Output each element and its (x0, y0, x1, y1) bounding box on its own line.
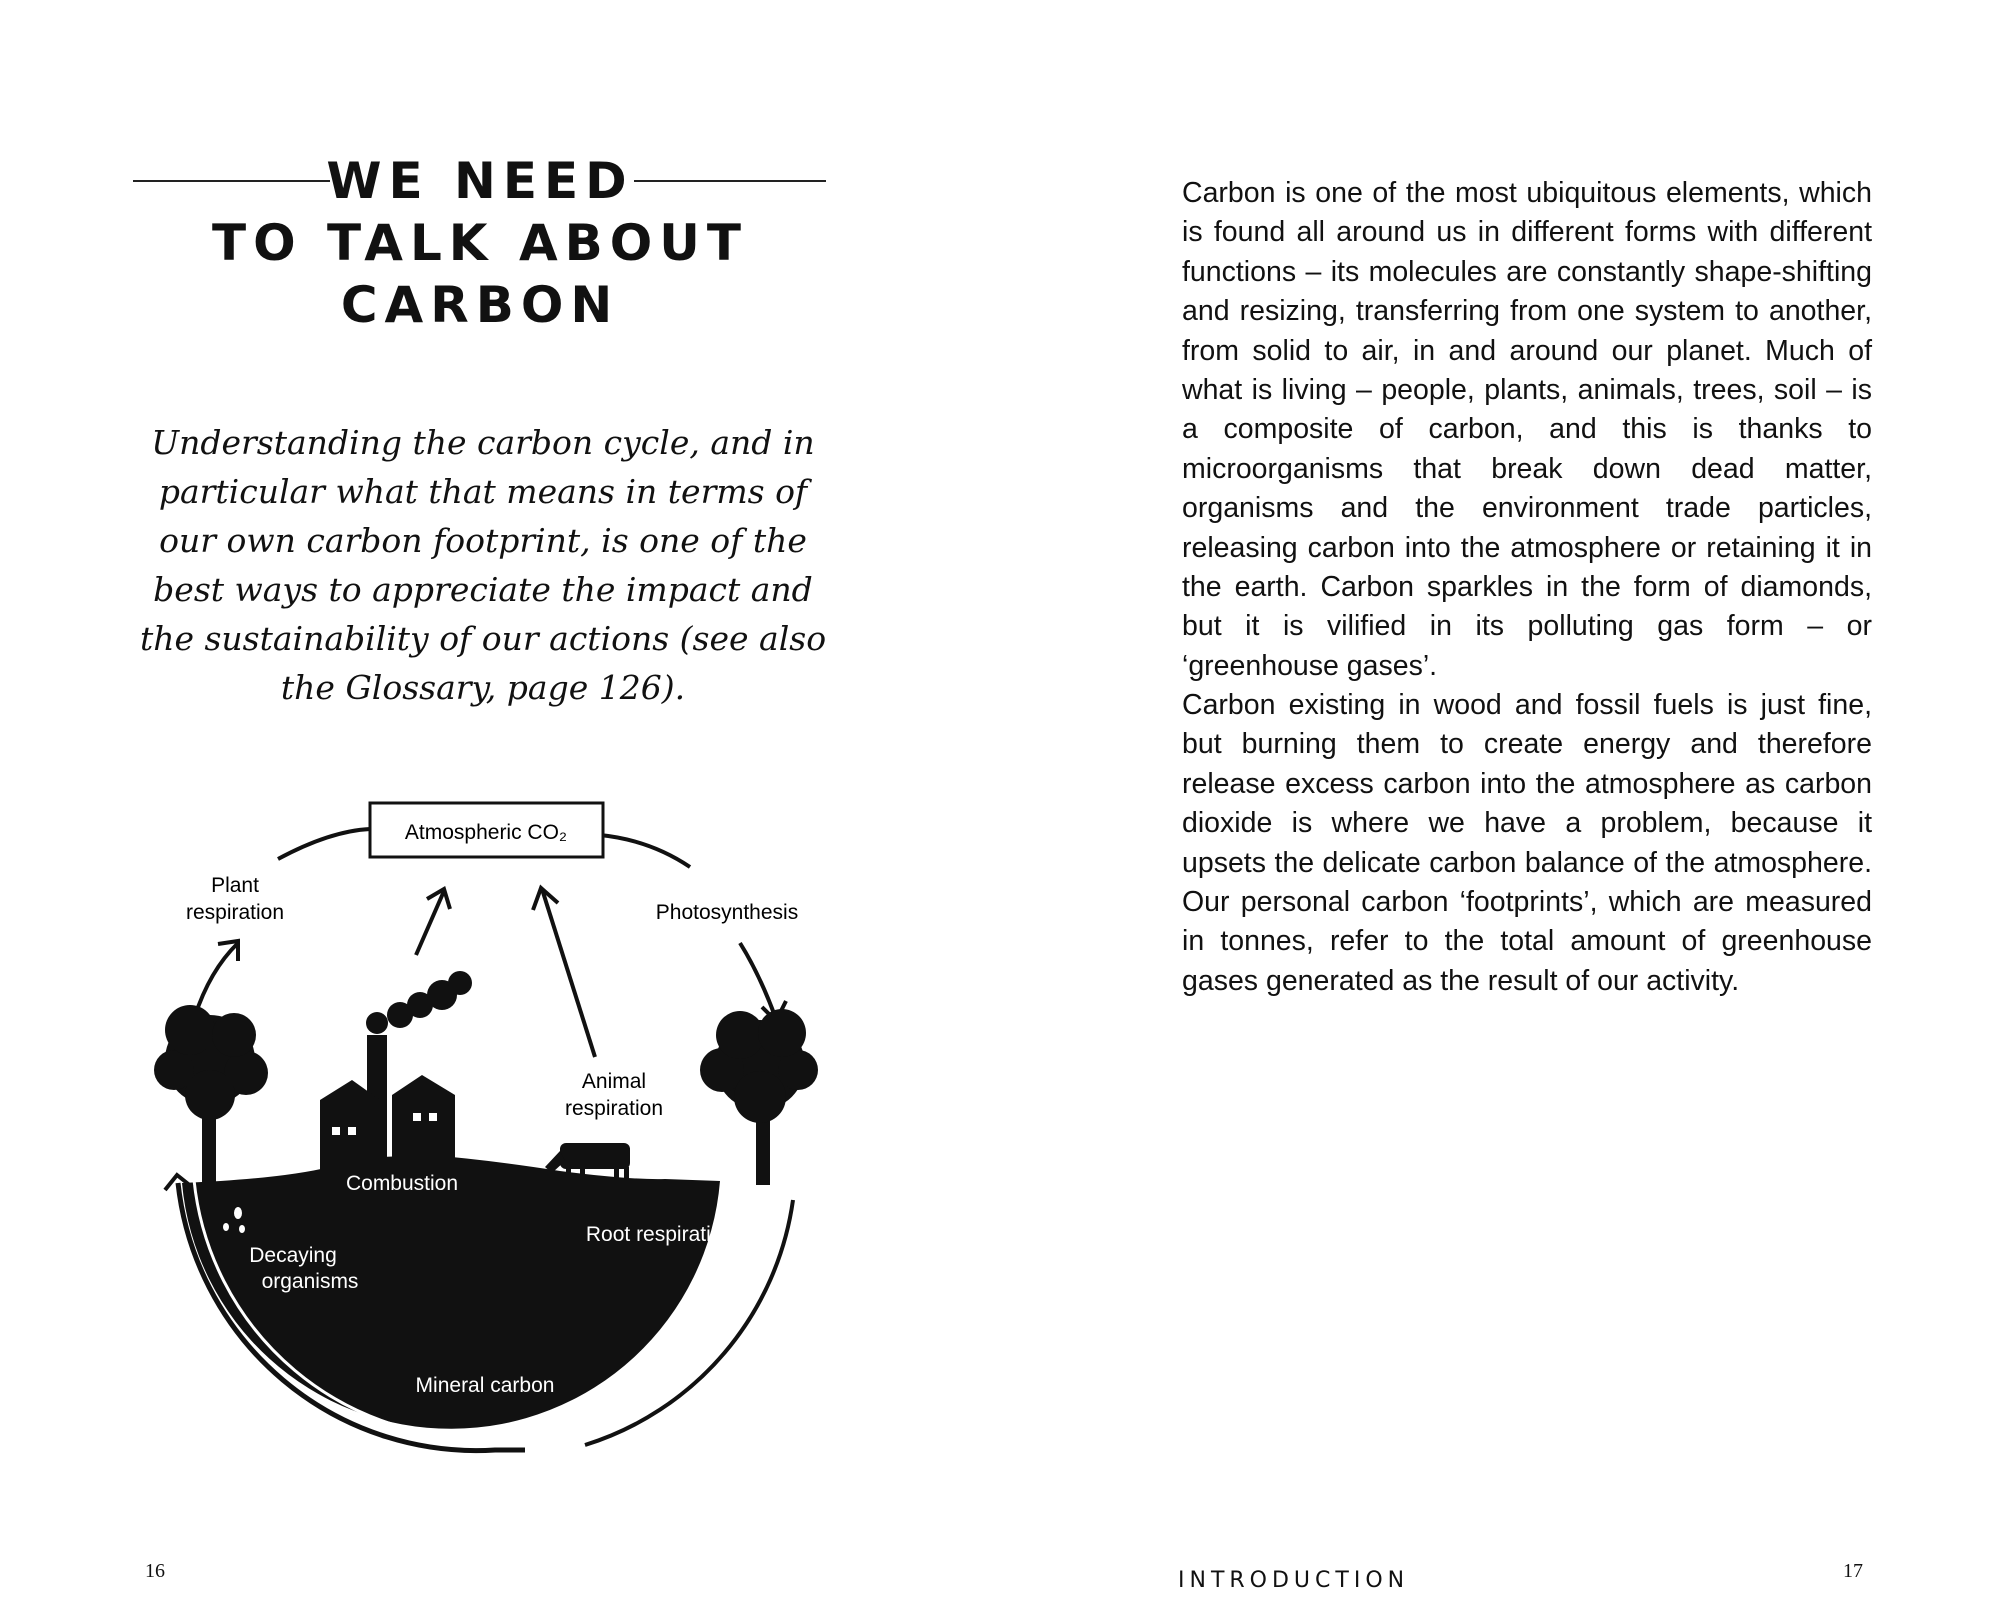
animal-respiration-label-1: Animal (581, 1070, 647, 1093)
body-paragraph: Carbon is one of the most ubiquitous elements, which is found all around us in different forms with different functions – its molecules are constantly shape-shifting and resizing, transferring from one system to another, from solid to air, in and around our planet. Much of what is living – people, plants, animals, trees, soil – is a composite of carbon, and this is thanks to microorganisms that break down dead matter, organisms and the environment trade particles, releasing carbon into the atmosphere or retaining it in the earth. Carbon sparkles in the form of diamonds, but it is vilified in its polluting gas form – or ‘greenhouse gases’. (1182, 177, 1872, 682)
arrow-combustion (416, 891, 444, 955)
factory-icon (320, 971, 472, 1175)
heading-line: TO TALK ABOUT (212, 214, 748, 272)
heading-line: CARBON (340, 276, 620, 334)
animal-respiration-label-2: respiration (564, 1097, 664, 1120)
page-number-left: 16 (145, 1560, 165, 1582)
decaying-organisms-label-1: Decaying (249, 1244, 337, 1267)
arc-top-left (278, 829, 370, 859)
intro-paragraph: Understanding the carbon cycle, and in particular what that means in terms of our own carbon footprint, is one of the best ways to appreciate the impact and the sustainability of our actions (see also the Glossary, page 126). (139, 423, 827, 707)
tree-right-icon (700, 1009, 818, 1185)
plant-respiration-label-1: Plant (211, 874, 259, 897)
arrow-photosynthesis (740, 943, 776, 1019)
page-number-right: 17 (1843, 1560, 1863, 1582)
body-paragraph: Carbon existing in wood and fossil fuels is just fine, but burning them to create energy and therefore release excess carbon into the atmosphere as carbon dioxide is where we have a problem, because it upsets the delicate carbon balance of the atmosphere. Our personal carbon ‘footprints’, which are measured in tonnes, refer to the total amount of greenhouse gases generated as the result of our activity. (1182, 689, 1872, 997)
plant-respiration-label-2: respiration (185, 901, 285, 924)
heading-line: WE NEED (326, 152, 634, 210)
tree-left-icon (154, 1005, 268, 1190)
combustion-label: Combustion (345, 1172, 459, 1195)
atmosphere-label: Atmospheric CO₂ (404, 821, 568, 844)
running-footer: INTRODUCTION (1178, 1568, 1410, 1593)
mineral-carbon-label: Mineral carbon (415, 1374, 555, 1397)
photosynthesis-label: Photosynthesis (655, 901, 799, 924)
decaying-organisms-label-2: organisms (261, 1270, 359, 1293)
chapter-heading (130, 150, 830, 336)
arc-top-right (600, 835, 690, 867)
carbon-cycle-diagram (130, 795, 820, 1455)
arrow-animal-respiration (542, 889, 595, 1057)
root-respiration-label: Root respiration (585, 1223, 735, 1246)
